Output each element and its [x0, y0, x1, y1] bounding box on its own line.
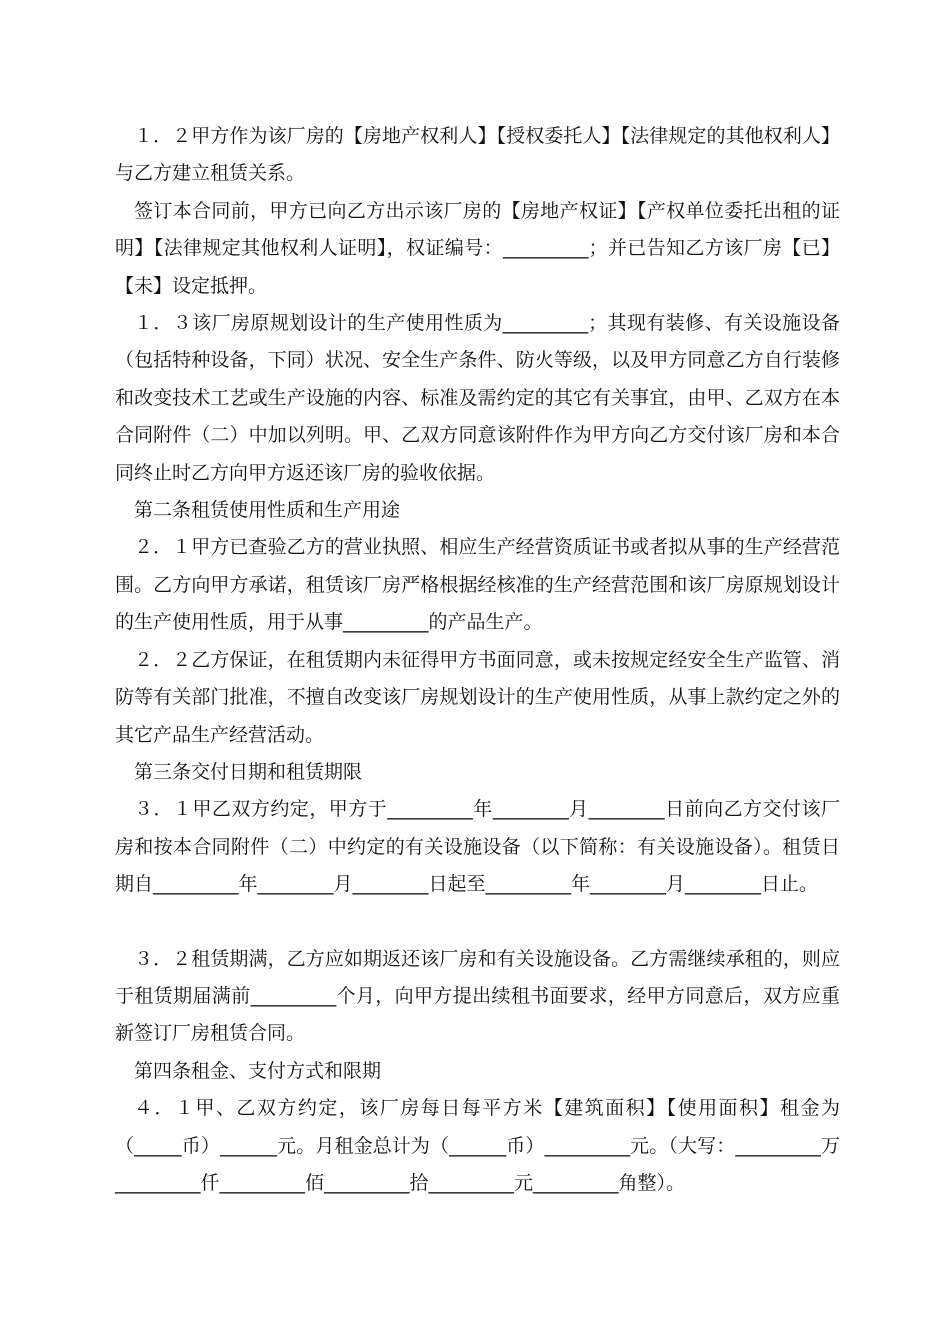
- clause-4-1: ４．１甲、乙双方约定，该厂房每日每平方米【建筑面积】【使用面积】租金为（_____币）______元。月租金总计为（______币）_________元。（大写：_________万_________仟_________佰_________拾_________元_________角整）。: [115, 1097, 840, 1194]
- clause-2-1: ２．１甲方已查验乙方的营业执照、相应生产经营资质证书或者拟从事的生产经营范围。乙方向甲方承诺，租赁该厂房严格根据经核准的生产经营范围和该厂房原规划设计的生产使用性质，用于从事_________的产品生产。: [115, 536, 840, 634]
- clause-1-2: １．２甲方作为该厂房的【房地产权利人】【授权委托人】【法律规定的其他权利人】与乙方建立租赁关系。: [115, 125, 840, 185]
- clause-3-1: ３．１甲乙双方约定，甲方于_________年________月________日前向乙方交付该厂房和按本合同附件（二）中约定的有关设施设备（以下简称：有关设施设备）。租赁日期自_________年________月________日起至_________年________月________日止。: [115, 798, 840, 896]
- contract-body: [115, 118, 840, 1202]
- clause-3-2: ３．２租赁期满，乙方应如期返还该厂房和有关设施设备。乙方需继续承租的，则应于租赁期届满前_________个月，向甲方提出续租书面要求，经甲方同意后，双方应重新签订厂房租赁合同。: [115, 947, 840, 1045]
- article-4-heading: 第四条租金、支付方式和限期: [134, 1059, 382, 1082]
- clause-1-3: １．３该厂房原规划设计的生产使用性质为_________；其现有装修、有关设施设备（包括特种设备，下同）状况、安全生产条件、防火等级，以及甲方同意乙方自行装修和改变技术工艺或生产设施的内容、标准及需约定的其它有关事宜，由甲、乙双方在本合同附件（二）中加以列明。甲、乙双方同意该附件作为甲方向乙方交付该厂房和本合同终止时乙方向甲方返还该厂房的验收依据。: [115, 312, 840, 484]
- clause-2-2: ２．２乙方保证，在租赁期内未征得甲方书面同意，或未按规定经安全生产监管、消防等有关部门批准，不擅自改变该厂房规划设计的生产使用性质，从事上款约定之外的其它产品生产经营活动。: [115, 648, 840, 746]
- article-3-heading: 第三条交付日期和租赁期限: [134, 760, 363, 783]
- article-2-heading: 第二条租赁使用性质和生产用途: [134, 499, 401, 522]
- clause-1-2-certificate: 签订本合同前，甲方已向乙方出示该厂房的【房地产权证】【产权单位委托出租的证明】【法律规定其他权利人证明】，权证编号：_________；并已告知乙方该厂房【已】【未】设定抵押。: [115, 199, 840, 297]
